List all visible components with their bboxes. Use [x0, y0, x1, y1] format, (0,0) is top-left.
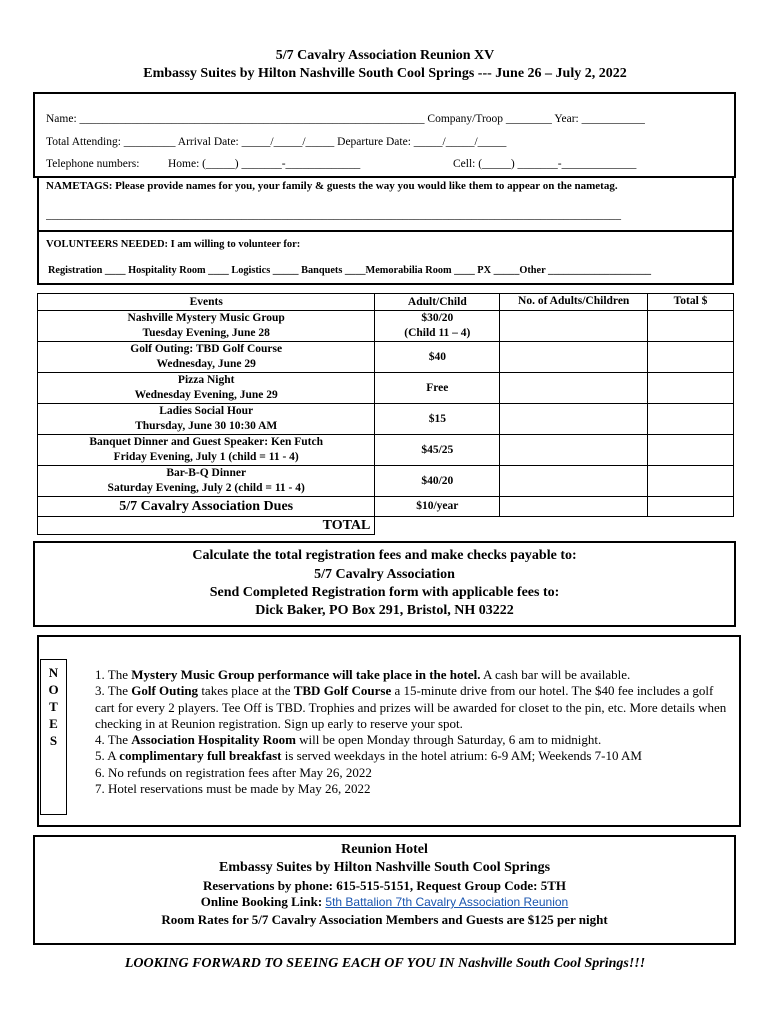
event-cell	[38, 404, 375, 435]
event-name: Pizza Night	[177, 374, 235, 386]
event-name: Golf Outing: TBD Golf Course	[130, 343, 283, 355]
note-item: 1. The Mystery Music Group performance will take place in the hotel. A cash bar will be available.	[95, 667, 631, 682]
total-input-cell[interactable]	[648, 435, 734, 466]
table-row	[38, 435, 734, 466]
header-no-of-adults: No. of Adults/Children	[500, 294, 648, 311]
event-date: Tuesday Evening, June 28	[142, 327, 270, 339]
dues-row	[38, 497, 734, 517]
note-item: 6. No refunds on registration fees after May 26, 2022	[95, 764, 372, 780]
total-input-cell[interactable]	[648, 404, 734, 435]
dues-count-cell[interactable]	[500, 497, 648, 517]
cell-phone-field[interactable]: Cell: (_____) _______-_____________	[453, 158, 637, 170]
notes-letter: N	[48, 665, 59, 680]
header-total: Total $	[648, 294, 734, 311]
payment-line-3: Send Completed Registration form with applicable fees to:	[209, 585, 560, 600]
event-date: Wednesday, June 29	[156, 358, 256, 370]
event-cell	[38, 311, 375, 342]
table-row	[38, 342, 734, 373]
notes-letter: O	[48, 682, 59, 697]
nametags-line[interactable]: ____________________________________________________________________________________________________	[46, 209, 621, 221]
total-filler	[648, 517, 734, 535]
event-name: Nashville Mystery Music Group	[127, 312, 285, 324]
total-label: TOTAL	[38, 517, 375, 535]
event-name: Banquet Dinner and Guest Speaker: Ken Futch	[89, 436, 324, 448]
total-filler	[375, 517, 500, 535]
dues-label: 5/7 Cavalry Association Dues	[38, 497, 375, 517]
event-date: Friday Evening, July 1 (child = 11 - 4)	[113, 451, 299, 463]
booking-link-label: Online Booking Link:	[200, 894, 323, 909]
price-cell: $45/25	[375, 435, 500, 466]
event-date: Saturday Evening, July 2 (child = 11 - 4)	[107, 482, 305, 494]
table-row	[38, 373, 734, 404]
notes-letter: T	[49, 699, 58, 714]
count-input-cell[interactable]	[500, 311, 648, 342]
header-adult-child: Adult/Child	[375, 294, 500, 311]
notes-letter: E	[49, 716, 58, 731]
note-item: 7. Hotel reservations must be made by May 26, 2022	[95, 781, 371, 797]
count-input-cell[interactable]	[500, 373, 648, 404]
volunteers-title: VOLUNTEERS NEEDED: I am willing to volunteer for:	[46, 239, 301, 250]
telephone-label: Telephone numbers:	[46, 158, 140, 170]
events-table	[37, 293, 734, 535]
payment-address: Dick Baker, PO Box 291, Bristol, NH 03222	[255, 603, 514, 618]
notes-list	[95, 667, 735, 797]
hotel-name: Embassy Suites by Hilton Nashville South Cool Springs	[218, 860, 551, 875]
note-item: 3. The Golf Outing takes place at the TBD Golf Course a 15-minute drive from our hotel. The $40 fee includes a golf cart for every 2 players. Tee Off is TBD. Trophies and prizes will be awarded for closet to the pin, etc. More details when checking in at Reunion registration. Sign up early to reserve your spot.	[95, 683, 727, 731]
nametags-instructions: NAMETAGS: Please provide names for you, your family & guests the way you would like them to appear on the nametag.	[46, 180, 618, 192]
hotel-title: Reunion Hotel	[341, 842, 428, 857]
event-cell	[38, 373, 375, 404]
table-header-row	[38, 294, 734, 311]
footer-message: LOOKING FORWARD TO SEEING EACH OF YOU IN Nashville South Cool Springs!!!	[124, 956, 646, 971]
event-date: Thursday, June 30 10:30 AM	[135, 420, 278, 432]
total-input-cell[interactable]	[648, 373, 734, 404]
dues-price: $10/year	[375, 497, 500, 517]
price-cell: Free	[375, 373, 500, 404]
total-input-cell[interactable]	[648, 342, 734, 373]
total-row	[38, 517, 734, 535]
home-phone-field[interactable]: Home: (_____) _______-_____________	[168, 158, 361, 170]
payment-line-1: Calculate the total registration fees and make checks payable to:	[192, 548, 577, 563]
price-cell: $40/20	[375, 466, 500, 497]
count-input-cell[interactable]	[500, 466, 648, 497]
event-cell	[38, 435, 375, 466]
hotel-phone: Reservations by phone: 615-515-5151, Request Group Code: 5TH	[202, 878, 567, 893]
document-subtitle: Embassy Suites by Hilton Nashville South Cool Springs --- June 26 – July 2, 2022	[143, 66, 627, 81]
dues-total-cell[interactable]	[648, 497, 734, 517]
payment-payee: 5/7 Cavalry Association	[314, 567, 455, 582]
volunteer-options[interactable]: Registration ____ Hospitality Room ____ Logistics _____ Banquets ____Memorabilia Room ____ PX _____Other ____________________	[48, 265, 652, 276]
table-row	[38, 466, 734, 497]
notes-side-label	[40, 659, 67, 815]
booking-link[interactable]: 5th Battalion 7th Cavalry Association Reunion	[325, 895, 569, 909]
hotel-rates: Room Rates for 5/7 Cavalry Association Members and Guests are $125 per night	[161, 912, 608, 927]
count-input-cell[interactable]	[500, 342, 648, 373]
price-note: (Child 11 – 4)	[404, 327, 471, 339]
event-cell	[38, 466, 375, 497]
total-input-cell[interactable]	[648, 466, 734, 497]
price-value: $30/20	[421, 312, 454, 324]
hotel-booking	[33, 894, 736, 910]
count-input-cell[interactable]	[500, 404, 648, 435]
price-cell: $40	[375, 342, 500, 373]
document-title: 5/7 Cavalry Association Reunion XV	[275, 48, 495, 63]
total-input-cell[interactable]	[648, 311, 734, 342]
table-row	[38, 404, 734, 435]
header-events: Events	[38, 294, 375, 311]
name-row[interactable]: Name: ____________________________________________________________ Company/Troop ________ Year: ___________	[46, 113, 645, 125]
event-date: Wednesday Evening, June 29	[134, 389, 278, 401]
price-cell	[375, 311, 500, 342]
attendance-row[interactable]: Total Attending: _________ Arrival Date: _____/_____/_____ Departure Date: _____/_____/_____	[46, 136, 507, 148]
count-input-cell[interactable]	[500, 435, 648, 466]
event-name: Ladies Social Hour	[159, 405, 254, 417]
table-row	[38, 311, 734, 342]
note-item: 4. The Association Hospitality Room will be open Monday through Saturday, 6 am to midnight.	[95, 732, 602, 748]
note-item: 5. A complimentary full breakfast is served weekdays in the hotel atrium: 6-9 AM; Weekends 7-10 AM	[95, 748, 642, 764]
total-filler	[500, 517, 648, 535]
price-cell: $15	[375, 404, 500, 435]
event-cell	[38, 342, 375, 373]
event-name: Bar-B-Q Dinner	[166, 467, 247, 479]
notes-letter: S	[49, 733, 58, 748]
